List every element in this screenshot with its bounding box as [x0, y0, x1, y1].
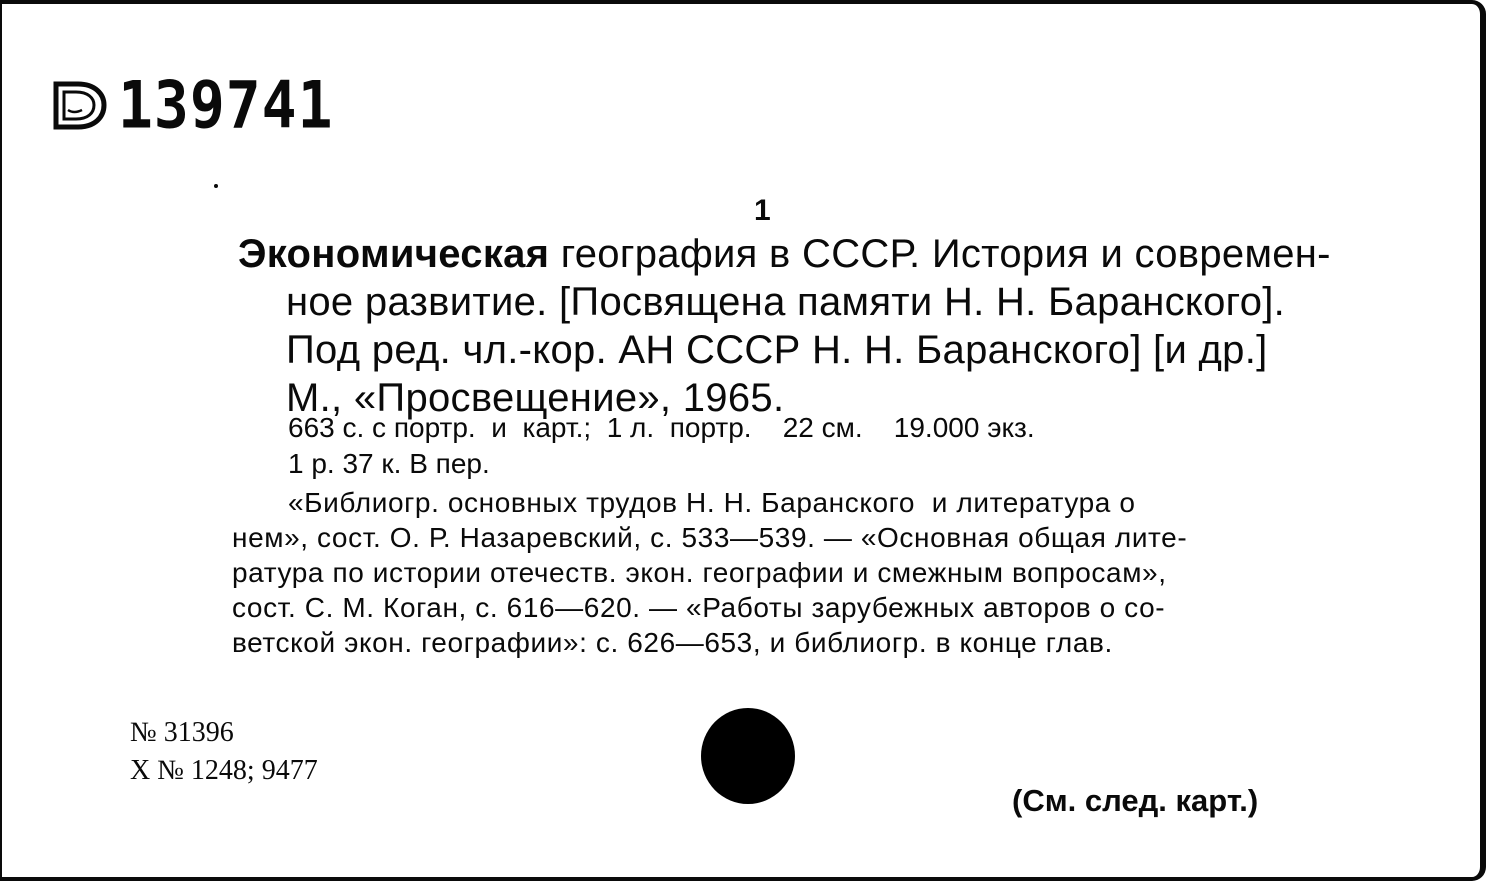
physical-line-2: 1 р. 37 к. В пер.	[288, 448, 490, 479]
letter-d-stamp-icon	[50, 76, 108, 134]
physical-line-1: 663 с. с портр. и карт.; 1 л. портр. 22 см. 19.000 экз.	[288, 412, 1035, 443]
note-line: ветской экон. географии»: с. 626—653, и библиогр. в конце глав.	[232, 627, 1113, 658]
accession-stamp	[50, 66, 334, 144]
note-line: сост. С. М. Коган, с. 616—620. — «Работы зарубежных авторов о со-	[232, 592, 1166, 623]
accession-number: № 31396	[130, 717, 234, 748]
see-next-card: (См. след. карт.)	[1012, 783, 1259, 818]
title-block	[238, 230, 1398, 422]
title-lead-word: Экономическая	[238, 232, 550, 276]
stamp-number: 139741	[118, 66, 334, 144]
physical-description	[288, 410, 1398, 482]
note-line: «Библиогр. основных трудов Н. Н. Баранского и литература о	[288, 487, 1136, 518]
title-line-1-rest: география в СССР. История и современ-	[549, 232, 1331, 276]
title-line-1	[238, 230, 1398, 278]
title-line-3: Под ред. чл.-кор. АН СССР Н. Н. Баранского] [и др.]	[286, 328, 1268, 372]
bibliography-notes	[232, 485, 1402, 660]
card-index: 1	[754, 194, 771, 227]
note-line: ратура по истории отечеств. экон. географии и смежным вопросам»,	[232, 557, 1167, 588]
shelf-numbers: Х № 1248; 9477	[130, 755, 318, 786]
title-line-4: М., «Просвещение», 1965.	[286, 376, 785, 420]
title-line-2: ное развитие. [Посвящена памяти Н. Н. Баранского].	[286, 280, 1286, 324]
punch-hole	[701, 708, 795, 804]
catalog-numbers	[130, 714, 318, 790]
stray-mark	[214, 184, 218, 188]
note-line: нем», сост. О. Р. Назаревский, с. 533—539. — «Основная общая лите-	[232, 522, 1188, 553]
